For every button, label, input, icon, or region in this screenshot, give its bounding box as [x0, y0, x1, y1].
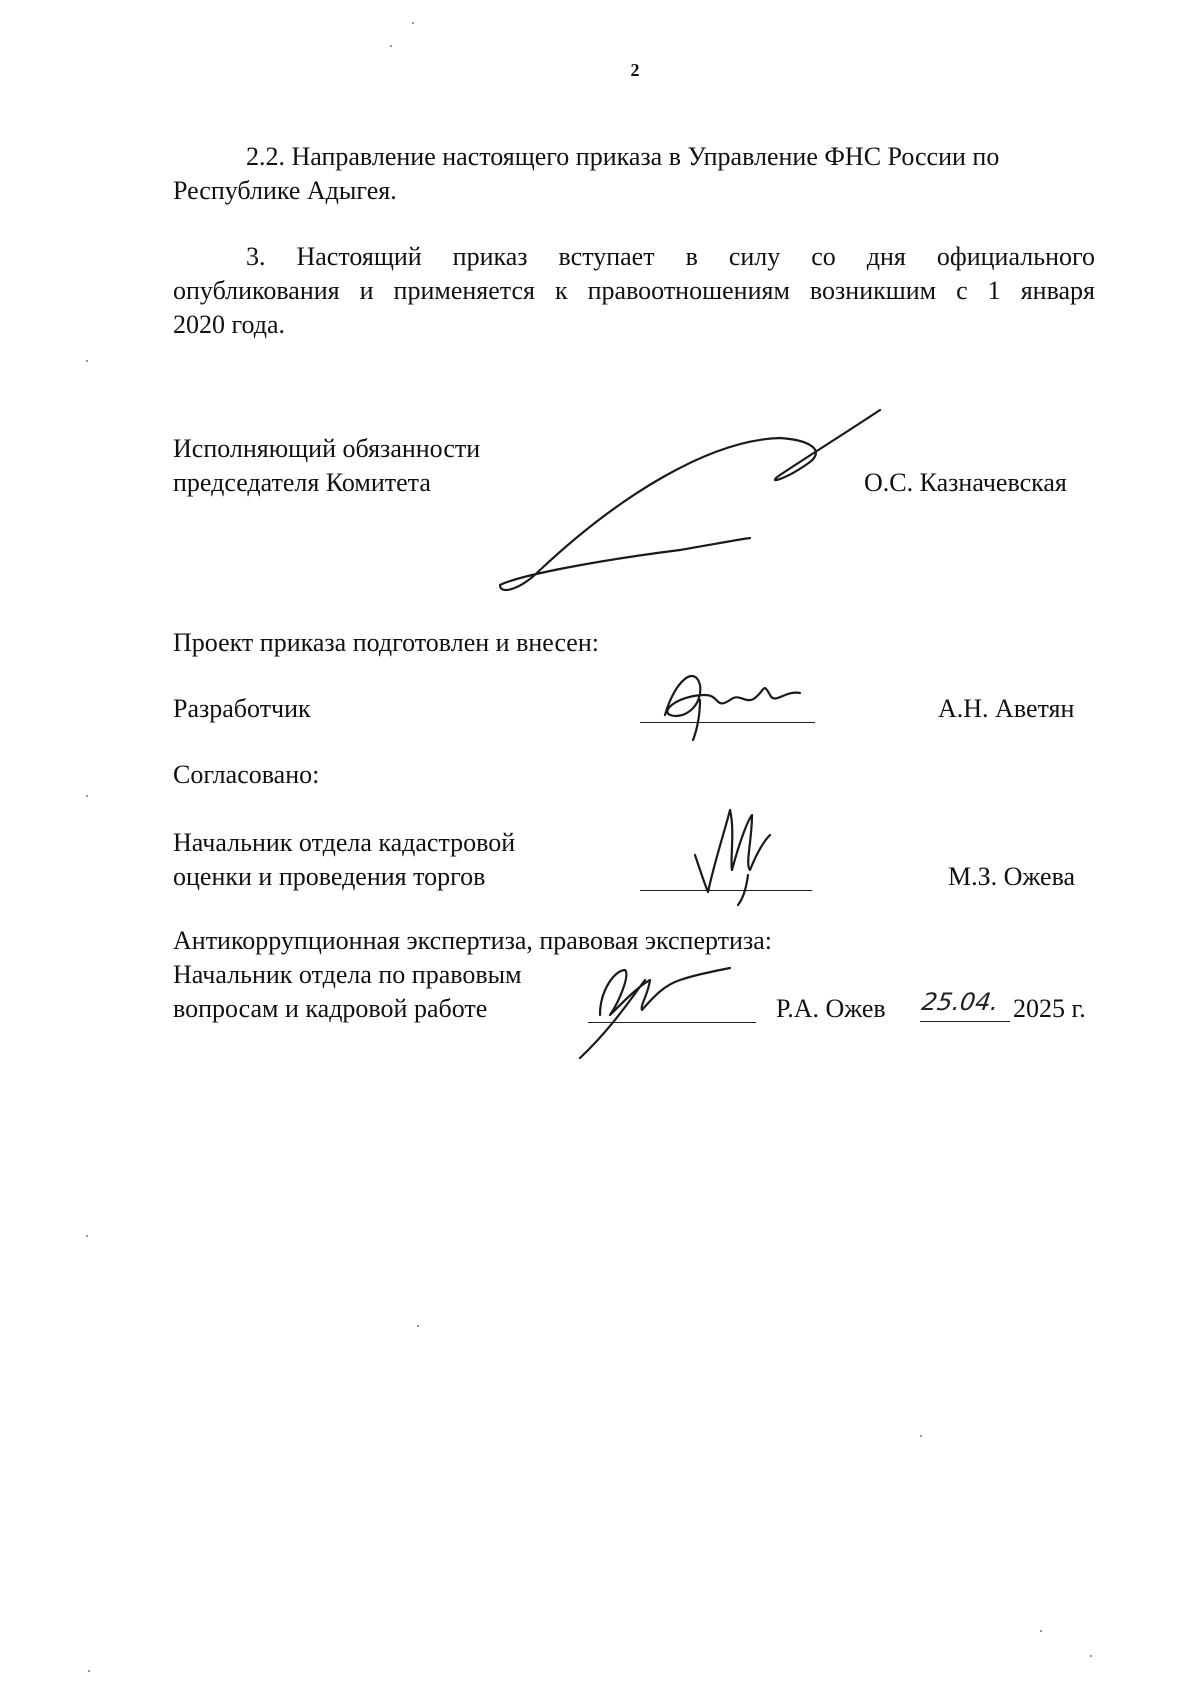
cadastral-head-name: М.З. Ожева	[948, 862, 1076, 891]
scan-speck	[390, 45, 392, 47]
legal-head-name: Р.А. Ожев	[776, 994, 886, 1023]
scan-speck	[1040, 1630, 1042, 1632]
scan-speck	[86, 1235, 88, 1237]
developer-role: Разработчик	[173, 694, 311, 723]
date-year: 2025 г.	[1013, 994, 1086, 1023]
scan-speck	[417, 1325, 419, 1327]
cadastral-head-role-line-2: оценки и проведения торгов	[173, 862, 486, 891]
page-number: 2	[630, 60, 640, 80]
legal-head-signature	[570, 940, 750, 1060]
cadastral-head-signature	[690, 800, 780, 910]
scan-speck	[88, 1670, 90, 1672]
legal-head-role-line-2: вопросам и кадровой работе	[173, 994, 488, 1023]
paragraph-2-2-line-1: 2.2. Направление настоящего приказа в Управление ФНС России по	[246, 142, 1000, 171]
paragraph-2-2-line-2: Республике Адыгея.	[173, 176, 397, 205]
chairman-signature	[480, 400, 900, 600]
chairman-title-line-1: Исполняющий обязанности	[173, 434, 481, 463]
handwritten-date: 25.04.	[920, 988, 1001, 1016]
legal-head-role-line-1: Начальник отдела по правовым	[173, 960, 522, 989]
scan-speck	[86, 795, 88, 797]
scan-speck	[1090, 1655, 1092, 1657]
chairman-name: О.С. Казначевская	[864, 468, 1067, 497]
expertise-heading: Антикоррупционная экспертиза, правовая экспертиза:	[173, 926, 772, 955]
scan-speck	[412, 22, 414, 24]
paragraph-3-line-2: опубликования и применяется к правоотношениям возникшим с 1 января	[173, 276, 1095, 305]
paragraph-3-line-1: 3. Настоящий приказ вступает в силу со дня официального	[246, 242, 1095, 271]
project-heading: Проект приказа подготовлен и внесен:	[173, 628, 599, 657]
agreed-heading: Согласовано:	[173, 760, 320, 789]
paragraph-3-line-3: 2020 года.	[173, 310, 286, 339]
scan-speck	[86, 360, 88, 362]
scan-speck	[920, 1435, 922, 1437]
cadastral-head-role-line-1: Начальник отдела кадастровой	[173, 828, 516, 857]
chairman-title-line-2: председателя Комитета	[173, 468, 431, 497]
developer-signature	[645, 660, 825, 745]
developer-name: А.Н. Аветян	[938, 694, 1075, 723]
date-line	[920, 1021, 1010, 1022]
